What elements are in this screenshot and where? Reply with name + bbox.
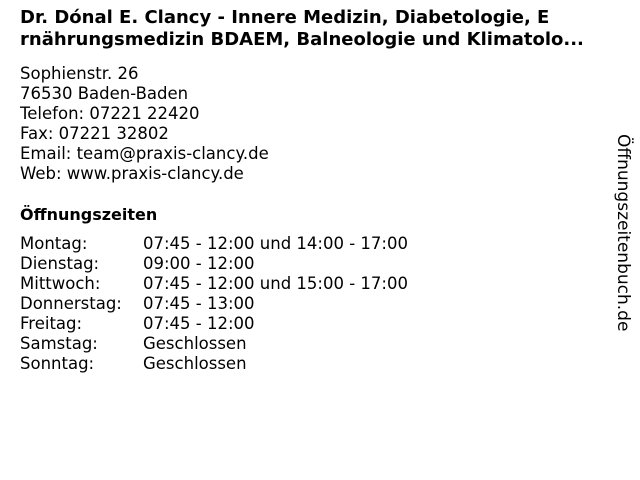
day-label: Montag: [20,234,88,253]
email-address: Email: team@praxis-clancy.de [20,144,269,163]
site-watermark: Öffnungszeitenbuch.de [613,134,633,332]
day-label: Mittwoch: [20,274,101,293]
website: Web: www.praxis-clancy.de [20,164,244,183]
day-label: Dienstag: [20,254,100,273]
day-label: Freitag: [20,314,83,333]
title-line-1: Dr. Dónal E. Clancy - Innere Medizin, Diabetologie, E [20,7,550,28]
time-value: 07:45 - 12:00 und 15:00 - 17:00 [143,274,408,293]
city-address: 76530 Baden-Baden [20,84,189,103]
time-value: Geschlossen [143,334,247,353]
time-value: Geschlossen [143,354,247,373]
contact-block [20,64,269,184]
time-value: 07:45 - 12:00 und 14:00 - 17:00 [143,234,408,253]
phone-number: Telefon: 07221 22420 [20,104,200,123]
day-label: Sonntag: [20,354,95,373]
day-label: Samstag: [20,334,98,353]
title-line-2: rnährungsmedizin BDAEM, Balneologie und Klimatolo... [20,29,584,50]
time-value: 09:00 - 12:00 [143,254,255,273]
street-address: Sophienstr. 26 [20,64,139,83]
time-value: 07:45 - 13:00 [143,294,255,313]
page-title [20,7,625,51]
fax-number: Fax: 07221 32802 [20,124,169,143]
time-value: 07:45 - 12:00 [143,314,255,333]
day-label: Donnerstag: [20,294,122,313]
hours-heading: Öffnungszeiten [20,205,158,224]
